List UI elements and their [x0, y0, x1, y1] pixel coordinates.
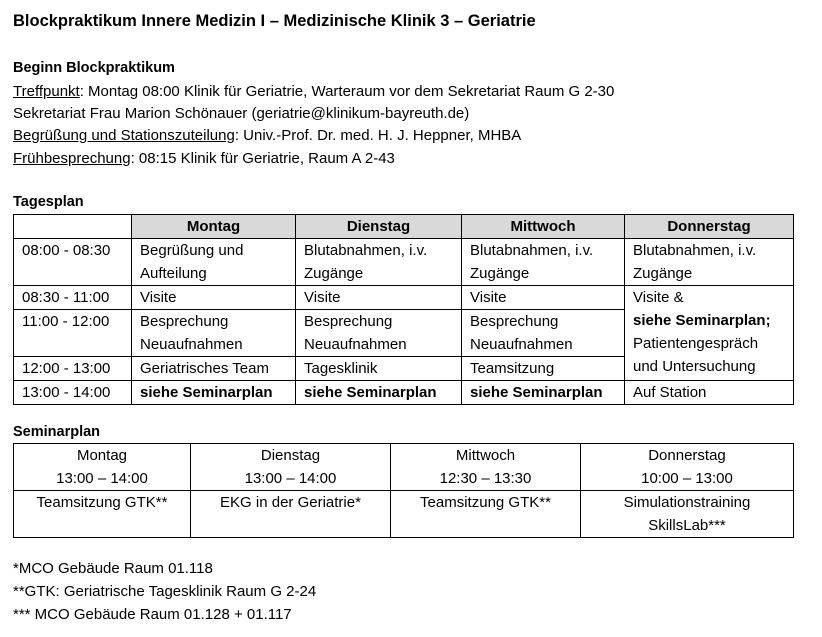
- seminar-day-cell: Donnerstag 10:00 – 13:00: [581, 444, 794, 491]
- seminar-topic-cell: EKG in der Geriatrie*: [191, 491, 391, 538]
- seminarplan-heading: Seminarplan: [13, 424, 101, 440]
- fruehbesprechung-text: : 08:15 Klinik für Geriatrie, Raum A 2-43: [130, 150, 395, 167]
- schedule-cell: Blutabnahmen, i.v. Zugänge: [462, 239, 625, 286]
- schedule-cell: Auf Station: [625, 381, 794, 405]
- schedule-cell: Geriatrisches Team: [132, 357, 296, 381]
- time-cell: 08:30 - 11:00: [14, 286, 132, 310]
- schedule-cell: siehe Seminarplan: [132, 381, 296, 405]
- seminarplan-table: [13, 443, 794, 538]
- treffpunkt-label: Treffpunkt: [13, 83, 80, 100]
- schedule-cell: Tagesklinik: [296, 357, 462, 381]
- table-row: [14, 491, 794, 538]
- begruessung-text: : Univ.-Prof. Dr. med. H. J. Heppner, MHBA: [234, 127, 522, 144]
- schedule-cell: Visite: [132, 286, 296, 310]
- time-cell: 12:00 - 13:00: [14, 357, 132, 381]
- seminar-day-cell: Montag 13:00 – 14:00: [14, 444, 191, 491]
- footnote: *** MCO Gebäude Raum 01.128 + 01.117: [13, 606, 292, 623]
- schedule-cell: Begrüßung und Aufteilung: [132, 239, 296, 286]
- day-header: Donnerstag: [625, 215, 794, 239]
- fruehbesprechung-label: Frühbesprechung: [13, 150, 131, 167]
- schedule-cell: Besprechung Neuaufnahmen: [296, 310, 462, 357]
- table-row: [14, 444, 794, 491]
- seminar-day-cell: Mittwoch 12:30 – 13:30: [391, 444, 581, 491]
- tagesplan-heading: Tagesplan: [13, 194, 84, 210]
- tagesplan-table: [13, 214, 794, 405]
- schedule-cell: siehe Seminarplan: [462, 381, 625, 405]
- table-row: [14, 286, 794, 310]
- time-cell: 08:00 - 08:30: [14, 239, 132, 286]
- schedule-cell: Blutabnahmen, i.v. Zugänge: [625, 239, 794, 286]
- table-row: [14, 239, 794, 286]
- donnerstag-merged-cell: Visite & siehe Seminarplan; Patientengespräch und Untersuchung: [625, 286, 794, 381]
- corner-cell: [14, 215, 132, 239]
- footnote: **GTK: Geriatrische Tagesklinik Raum G 2-24: [13, 583, 317, 600]
- seminar-day-cell: Dienstag 13:00 – 14:00: [191, 444, 391, 491]
- schedule-cell: Blutabnahmen, i.v. Zugänge: [296, 239, 462, 286]
- schedule-cell: Visite: [296, 286, 462, 310]
- sekretariat-line: Sekretariat Frau Marion Schönauer (geriatrie@klinikum-bayreuth.de): [13, 105, 470, 122]
- footnote: *MCO Gebäude Raum 01.118: [13, 560, 213, 577]
- begruessung-line: [13, 126, 521, 146]
- tagesplan-header-row: [14, 215, 794, 239]
- day-header: Dienstag: [296, 215, 462, 239]
- schedule-cell: Visite: [462, 286, 625, 310]
- schedule-cell: siehe Seminarplan: [296, 381, 462, 405]
- seminar-topic-cell: Teamsitzung GTK**: [391, 491, 581, 538]
- beginn-heading: Beginn Blockpraktikum: [13, 60, 175, 76]
- day-header: Montag: [132, 215, 296, 239]
- time-cell: 13:00 - 14:00: [14, 381, 132, 405]
- page-title: Blockpraktikum Innere Medizin I – Medizinische Klinik 3 – Geriatrie: [13, 12, 536, 30]
- schedule-cell: Besprechung Neuaufnahmen: [132, 310, 296, 357]
- table-row: [14, 381, 794, 405]
- day-header: Mittwoch: [462, 215, 625, 239]
- schedule-cell: Besprechung Neuaufnahmen: [462, 310, 625, 357]
- seminar-topic-cell: Teamsitzung GTK**: [14, 491, 191, 538]
- treffpunkt-line: [13, 82, 614, 102]
- time-cell: 11:00 - 12:00: [14, 310, 132, 357]
- treffpunkt-text: : Montag 08:00 Klinik für Geriatrie, Warteraum vor dem Sekretariat Raum G 2-30: [79, 83, 615, 100]
- fruehbesprechung-line: [13, 149, 395, 169]
- begruessung-label: Begrüßung und Stationszuteilung: [13, 127, 235, 144]
- schedule-cell: Teamsitzung: [462, 357, 625, 381]
- seminar-topic-cell: Simulationstraining SkillsLab***: [581, 491, 794, 538]
